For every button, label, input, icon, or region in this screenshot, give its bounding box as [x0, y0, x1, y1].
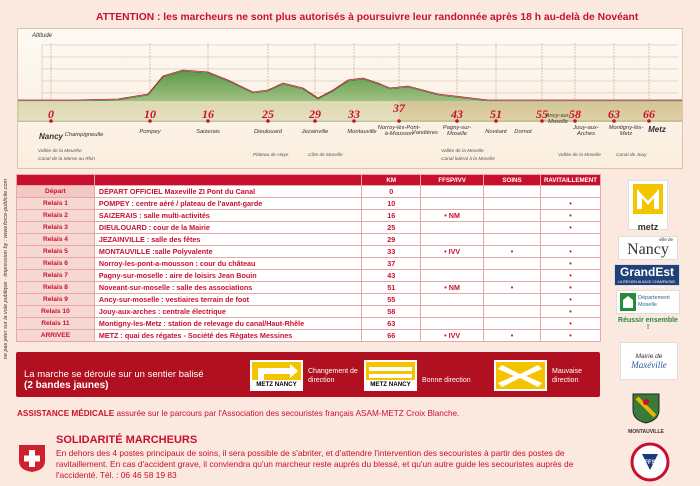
stage-ffsp [421, 270, 484, 282]
header-km: KM [362, 175, 421, 186]
stage-ffsp [421, 186, 484, 198]
km-mark: 51 [490, 107, 502, 121]
assistance-text [17, 409, 597, 418]
stage-km: 37 [362, 258, 421, 270]
stage-ravi: • [540, 318, 600, 330]
header-soins: SOINS [484, 175, 541, 186]
stage-name: Relais 4 [17, 234, 95, 246]
stage-desc: Pagny-sur-moselle : aire de loisirs Jean Bouin [94, 270, 361, 282]
solidarite-title: SOLIDARITÉ MARCHEURS [56, 434, 198, 446]
town-label: Jouy-aux-Arches [573, 125, 599, 137]
solidarite-text: En dehors des 4 postes principaux de soins, il sera possible de s'abriter, et d'attendre l'intervention des secouristes à partir des postes de ravitaillement. En cas d'accident grave, il conviendra qu'un marcheur reste auprès du blessé, et qu'un autre guide les secouristes auprès de l'accidenté. Tél. : 06 46 58 19 83 [56, 448, 574, 480]
table-row [17, 234, 601, 246]
stage-soins [484, 294, 541, 306]
stage-ravi: • [540, 306, 600, 318]
table-row [17, 306, 601, 318]
stage-soins [484, 318, 541, 330]
stage-name: Départ [17, 186, 95, 198]
stage-desc: JEZAINVILLE : salle des fêtes [94, 234, 361, 246]
stage-ravi: • [540, 198, 600, 210]
nancy-logo-text: Nancy [627, 241, 669, 258]
table-row [17, 246, 601, 258]
stage-soins [484, 198, 541, 210]
stage-desc: MONTAUVILLE :salle Polyvalente [94, 246, 361, 258]
km-mark: 29 [309, 107, 321, 121]
stage-ravi: • [540, 270, 600, 282]
stage-ravi: • [540, 222, 600, 234]
stage-name: Relais 3 [17, 222, 95, 234]
metz-logo-text: metz [637, 222, 659, 232]
stage-ffsp [421, 258, 484, 270]
stage-ravi: • [540, 330, 600, 342]
stage-name: Relais 2 [17, 210, 95, 222]
stage-ffsp [421, 294, 484, 306]
assistance-lead: ASSISTANCE MÉDICALE [17, 409, 115, 418]
stage-km: 63 [362, 318, 421, 330]
town-label: Norroy-lès-Pont-à-Mousson [377, 125, 421, 137]
town-label: Champigneulle [64, 132, 104, 138]
km-mark: 10 [144, 107, 156, 121]
elevation-profile [17, 28, 683, 169]
stage-ffsp [421, 306, 484, 318]
town-label: Dornot [514, 129, 532, 135]
table-row [17, 198, 601, 210]
stage-ffsp: • NM [421, 282, 484, 294]
stage-ffsp [421, 198, 484, 210]
stage-ffsp: • IVV [421, 330, 484, 342]
stage-name: Relais 8 [17, 282, 95, 294]
stage-desc: Jouy-aux-arches : centrale électrique [94, 306, 361, 318]
profile-note: Vallée de la Moselle [558, 153, 601, 158]
table-row [17, 318, 601, 330]
stage-ffsp: • NM [421, 210, 484, 222]
moselle-logo [616, 290, 680, 332]
turn-arrow-icon [252, 362, 301, 382]
maxeville-logo [620, 342, 678, 380]
km-mark: 16 [202, 107, 214, 121]
stage-soins [484, 270, 541, 282]
header-ravi: RAVITAILLEMENT [540, 175, 600, 186]
stage-km: 43 [362, 270, 421, 282]
profile-graphic [18, 29, 683, 169]
ffs-logo-text: FFS [644, 460, 656, 466]
km-mark: 63 [608, 107, 620, 121]
montauville-logo [626, 392, 666, 438]
stage-soins [484, 186, 541, 198]
double-stripe-icon [366, 362, 415, 382]
profile-note: Canal de Jouy [616, 153, 647, 158]
stage-ravi: • [540, 282, 600, 294]
stage-soins [484, 306, 541, 318]
stage-name: Relais 10 [17, 306, 95, 318]
moselle-emblem-icon [620, 293, 636, 311]
stage-ravi: • [540, 246, 600, 258]
stage-desc: Noveant-sur-moselle : salle des associations [94, 282, 361, 294]
stage-ffsp [421, 318, 484, 330]
stage-km: 29 [362, 234, 421, 246]
km-mark: 37 [393, 101, 405, 115]
sign-plate: METZ NANCY [252, 380, 301, 389]
town-label: Pompey [139, 129, 161, 135]
town-label: Jezainville [301, 129, 329, 135]
profile-note: Vallée de la Meurthe [38, 149, 82, 154]
stages-table [16, 174, 601, 342]
table-row [17, 330, 601, 342]
stage-name: Relais 7 [17, 270, 95, 282]
town-label: Montauville [347, 129, 377, 135]
attention-banner: ATTENTION : les marcheurs ne sont plus autorisés à poursuivre leur randonnée après 18 h au-delà de Novéant [96, 12, 639, 23]
stage-name: Relais 9 [17, 294, 95, 306]
route-line2: (2 bandes jaunes) [24, 380, 109, 391]
sign-change-direction [250, 360, 303, 391]
km-mark: 66 [643, 107, 655, 121]
km-mark: 33 [348, 107, 360, 121]
profile-note: Canal latéral à la Moselle [441, 157, 495, 162]
profile-note: Canal de la Marne au Rhin [38, 157, 96, 162]
town-label: Novéant [485, 129, 507, 135]
stage-ffsp [421, 222, 484, 234]
grand-est-logo-text: GrandEst [619, 265, 674, 279]
stage-name: Relais 5 [17, 246, 95, 258]
stage-name: ARRIVEE [17, 330, 95, 342]
change-direction-label: Changement de direction [308, 368, 358, 384]
table-header-row [17, 175, 601, 186]
stage-soins [484, 210, 541, 222]
stage-soins [484, 234, 541, 246]
stage-soins [484, 258, 541, 270]
town-label: Pagny-sur-Moselle [442, 125, 472, 137]
stage-ravi: • [540, 210, 600, 222]
stage-km: 0 [362, 186, 421, 198]
metz-m-icon [629, 181, 667, 217]
bad-direction-label: Mauvaise direction [552, 368, 582, 384]
town-label: Saizerais [196, 129, 220, 135]
table-row [17, 210, 601, 222]
km-mark: 25 [262, 107, 274, 121]
stage-km: 58 [362, 306, 421, 318]
nancy-logo [618, 236, 678, 260]
metz-logo [628, 180, 668, 230]
km-mark: 58 [569, 107, 581, 121]
table-row [17, 222, 601, 234]
altitude-label: Altitude [32, 33, 53, 39]
stage-km: 16 [362, 210, 421, 222]
stage-ravi [540, 186, 600, 198]
ffs-logo [628, 442, 672, 486]
header-desc [94, 175, 361, 186]
town-label: Metz [648, 125, 666, 134]
stage-ffsp: • IVV [421, 246, 484, 258]
stage-km: 66 [362, 330, 421, 342]
table-row [17, 270, 601, 282]
good-direction-label: Bonne direction [422, 377, 471, 384]
stage-km: 10 [362, 198, 421, 210]
side-text-content: ne pas jeter sur la voie publique · impression by : www.force-publicite.com [3, 178, 9, 360]
stage-name: Relais 1 [17, 198, 95, 210]
stage-soins: • [484, 246, 541, 258]
km-mark: 55 [536, 107, 548, 121]
table-row [17, 258, 601, 270]
route-line1: La marche se déroule sur un sentier balisé [24, 369, 204, 380]
stage-desc: Ancy-sur-moselle : vestiaires terrain de foot [94, 294, 361, 306]
table-row [17, 186, 601, 198]
route-marking-box [16, 352, 600, 397]
header-stage [17, 175, 95, 186]
stage-desc: SAIZERAIS : salle multi-activités [94, 210, 361, 222]
header-ffsp: FFSP/IVV [421, 175, 484, 186]
stage-ffsp [421, 234, 484, 246]
ffs-emblem-icon [630, 442, 670, 482]
table-row [17, 294, 601, 306]
profile-note: Vallée de la Moselle [441, 149, 484, 154]
town-label: Ancy-sur-Moselle [545, 113, 571, 125]
side-vertical-text [0, 170, 12, 380]
km-mark: 43 [451, 107, 463, 121]
stage-ravi: • [540, 294, 600, 306]
stage-name: Relais 6 [17, 258, 95, 270]
assistance-body: assurée sur le parcours par l'Association des secouristes français ASAM-METZ Croix Blanche. [114, 409, 460, 418]
grand-est-subtitle: LA RÉGION ALSACE CHAMPAGNE-ARDENNE LORRAINE [618, 280, 676, 289]
stage-ravi: • [540, 258, 600, 270]
red-cross-shield-icon [17, 443, 47, 473]
stage-ravi [540, 234, 600, 246]
stage-desc: METZ : quai des régates - Société des Régates Messines [94, 330, 361, 342]
stage-desc: Montigny-les-Metz : station de relevage du canal/Haut-Rhêle [94, 318, 361, 330]
moselle-logo-text: Département Moselle [638, 295, 670, 308]
montauville-crest-icon [631, 392, 661, 424]
stage-desc: POMPEY : centre aéré / plateau de l'avant-garde [94, 198, 361, 210]
stage-km: 33 [362, 246, 421, 258]
sign-plate: METZ NANCY [366, 380, 415, 389]
nancy-small-text: ville de [658, 237, 673, 242]
stage-name: Relais 11 [17, 318, 95, 330]
stage-desc: DIEULOUARD : cour de la Mairie [94, 222, 361, 234]
moselle-tagline: Réussir ensemble ! [618, 317, 678, 331]
cross-icon [496, 362, 545, 389]
town-label: Nancy [38, 132, 64, 141]
profile-note: Côte de Moselle [308, 153, 343, 158]
town-label: Vandières [412, 130, 438, 136]
stage-soins: • [484, 330, 541, 342]
sign-good-direction [364, 360, 417, 391]
maxeville-small-text: Mairie de [635, 353, 663, 360]
route-text [24, 369, 204, 391]
stage-desc: Norroy-les-pont-a-mousson : cour du château [94, 258, 361, 270]
stage-km: 51 [362, 282, 421, 294]
sign-bad-direction [494, 360, 547, 391]
stage-km: 55 [362, 294, 421, 306]
table-row [17, 282, 601, 294]
town-label: Dieulouard [253, 129, 283, 135]
stage-desc: DÉPART OFFICIEL Maxeville ZI Pont du Canal [94, 186, 361, 198]
stage-soins [484, 222, 541, 234]
profile-note: Plateau de Haye [253, 153, 289, 158]
km-mark: 0 [48, 107, 54, 121]
town-label: Montigny-lès-Metz [608, 125, 644, 137]
stage-km: 25 [362, 222, 421, 234]
stage-soins: • [484, 282, 541, 294]
grand-est-logo [614, 264, 680, 289]
maxeville-logo-text: Maxéville [631, 360, 667, 370]
montauville-logo-text: MONTAUVILLE [628, 429, 664, 435]
